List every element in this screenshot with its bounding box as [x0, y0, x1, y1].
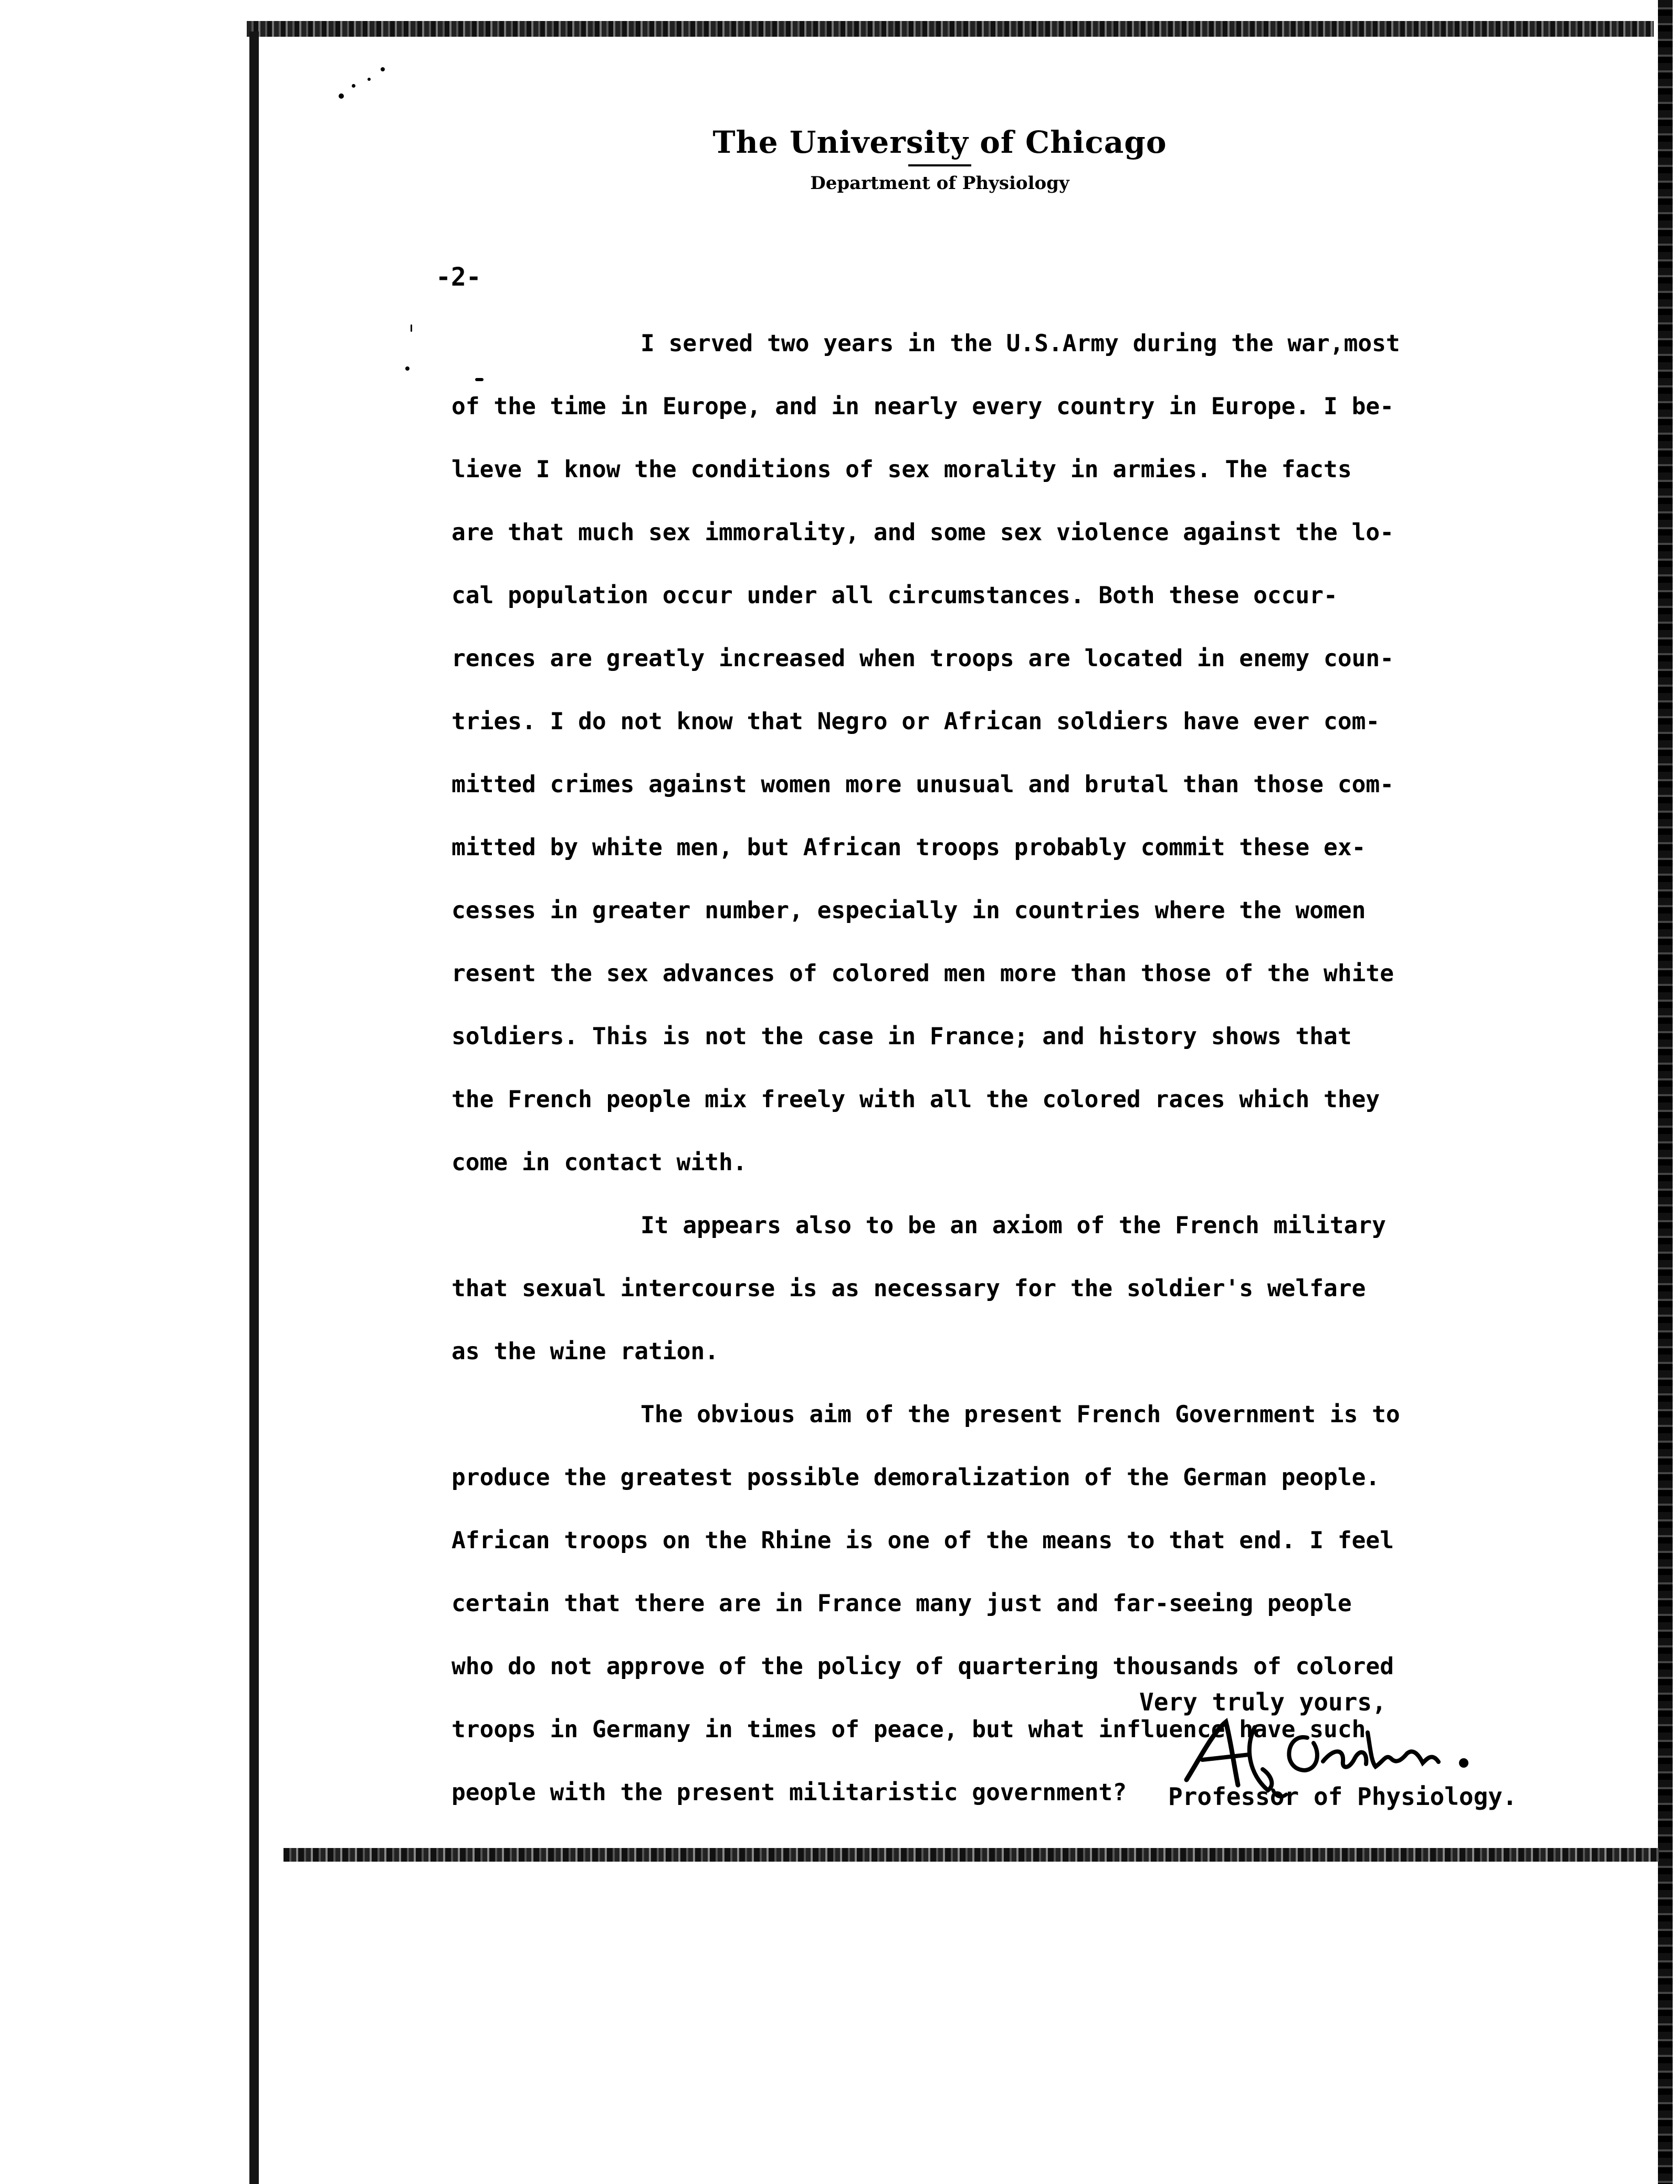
body-line: are that much sex immorality, and some sex violence against the lo- — [452, 519, 1394, 546]
body-line: as the wine ration. — [452, 1338, 719, 1365]
body-line: troops in Germany in times of peace, but what influence have such — [452, 1716, 1366, 1743]
body-line: produce the greatest possible demoralization of the German people. — [452, 1464, 1380, 1491]
signer-title: Professor of Physiology. — [1168, 1782, 1517, 1811]
institution-name: The University of Chicago — [712, 124, 1167, 160]
body-line: tries. I do not know that Negro or African soldiers have ever com- — [452, 708, 1380, 735]
scan-speck — [411, 324, 412, 332]
body-line: cesses in greater number, especially in countries where the women — [452, 897, 1366, 924]
body-line: mitted crimes against women more unusual and brutal than those com- — [452, 771, 1394, 798]
scan-speck — [381, 67, 385, 71]
page-number: -2- — [436, 262, 481, 292]
body-line: the French people mix freely with all the colored races which they — [452, 1086, 1380, 1113]
scan-edge-bottom — [284, 1848, 1659, 1862]
body-line: soldiers. This is not the case in France; and history shows that — [452, 1023, 1352, 1050]
body-line: resent the sex advances of colored men more than those of the white — [452, 960, 1394, 987]
body-line: rences are greatly increased when troops are located in enemy coun- — [452, 645, 1394, 672]
scan-speck — [352, 84, 355, 88]
scan-speck — [368, 78, 371, 81]
scan-edge-right — [1658, 0, 1673, 2184]
letterhead — [682, 123, 1197, 195]
body-line: cal population occur under all circumstances. Both these occur- — [452, 582, 1338, 609]
scan-edge-left — [249, 32, 259, 2184]
body-line: people with the present militaristic government? — [452, 1779, 1127, 1806]
scan-edge-top — [247, 21, 1654, 37]
body-line: come in contact with. — [452, 1149, 747, 1176]
body-line: mitted by white men, but African troops probably commit these ex- — [452, 834, 1366, 861]
body-line: lieve I know the conditions of sex morality in armies. The facts — [452, 456, 1352, 483]
body-line: The obvious aim of the present French Government is to — [640, 1401, 1400, 1428]
body-line: of the time in Europe, and in nearly every country in Europe. I be- — [452, 393, 1394, 420]
scan-speck — [339, 93, 344, 99]
body-line: African troops on the Rhine is one of the means to that end. I feel — [452, 1527, 1394, 1554]
body-line: certain that there are in France many just and far-seeing people — [452, 1590, 1352, 1617]
closing: Very truly yours, — [1139, 1688, 1387, 1716]
body-line: who do not approve of the policy of quartering thousands of colored — [452, 1653, 1394, 1680]
body-line: It appears also to be an axiom of the French military — [640, 1212, 1386, 1239]
department-name: Department of Physiology — [810, 173, 1069, 194]
body-line: I served two years in the U.S.Army during the war,most — [640, 330, 1400, 357]
body-line: that sexual intercourse is as necessary for the soldier's welfare — [452, 1275, 1366, 1302]
scan-speck — [475, 378, 484, 381]
letterhead-rule — [908, 164, 971, 166]
scan-speck — [405, 366, 410, 371]
